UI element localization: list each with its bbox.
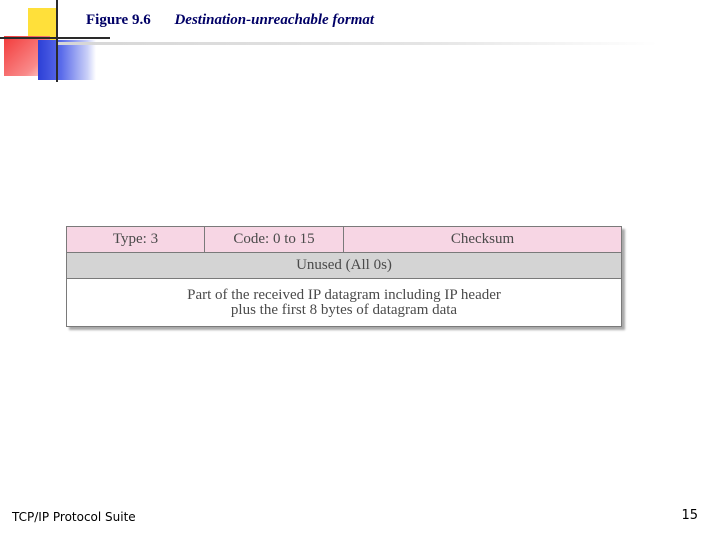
logo-vertical-line [56, 0, 58, 82]
type-field: Type: 3 [112, 231, 159, 247]
data-line-2: plus the first 8 bytes of datagram data [230, 301, 458, 318]
figure-caption: Destination-unreachable format [174, 12, 375, 28]
figure-label: Figure 9.6 [86, 12, 151, 28]
data-field [67, 279, 621, 326]
checksum-field: Checksum [343, 227, 621, 252]
data-line-1: Part of the received IP datagram including IP header [187, 286, 501, 303]
logo-blue-square [38, 40, 96, 80]
title-underline [58, 42, 658, 45]
destination-unreachable-format-figure [66, 226, 622, 327]
page-number: 15 [681, 508, 698, 523]
code-field: Code: 0 to 15 [204, 227, 343, 252]
logo-horizontal-line [0, 37, 110, 39]
header-row [67, 227, 621, 253]
unused-field: Unused (All 0s) [296, 257, 392, 273]
slide-title [86, 12, 374, 29]
unused-row [67, 253, 621, 279]
data-row [67, 279, 621, 326]
footer-text: TCP/IP Protocol Suite [12, 510, 136, 524]
